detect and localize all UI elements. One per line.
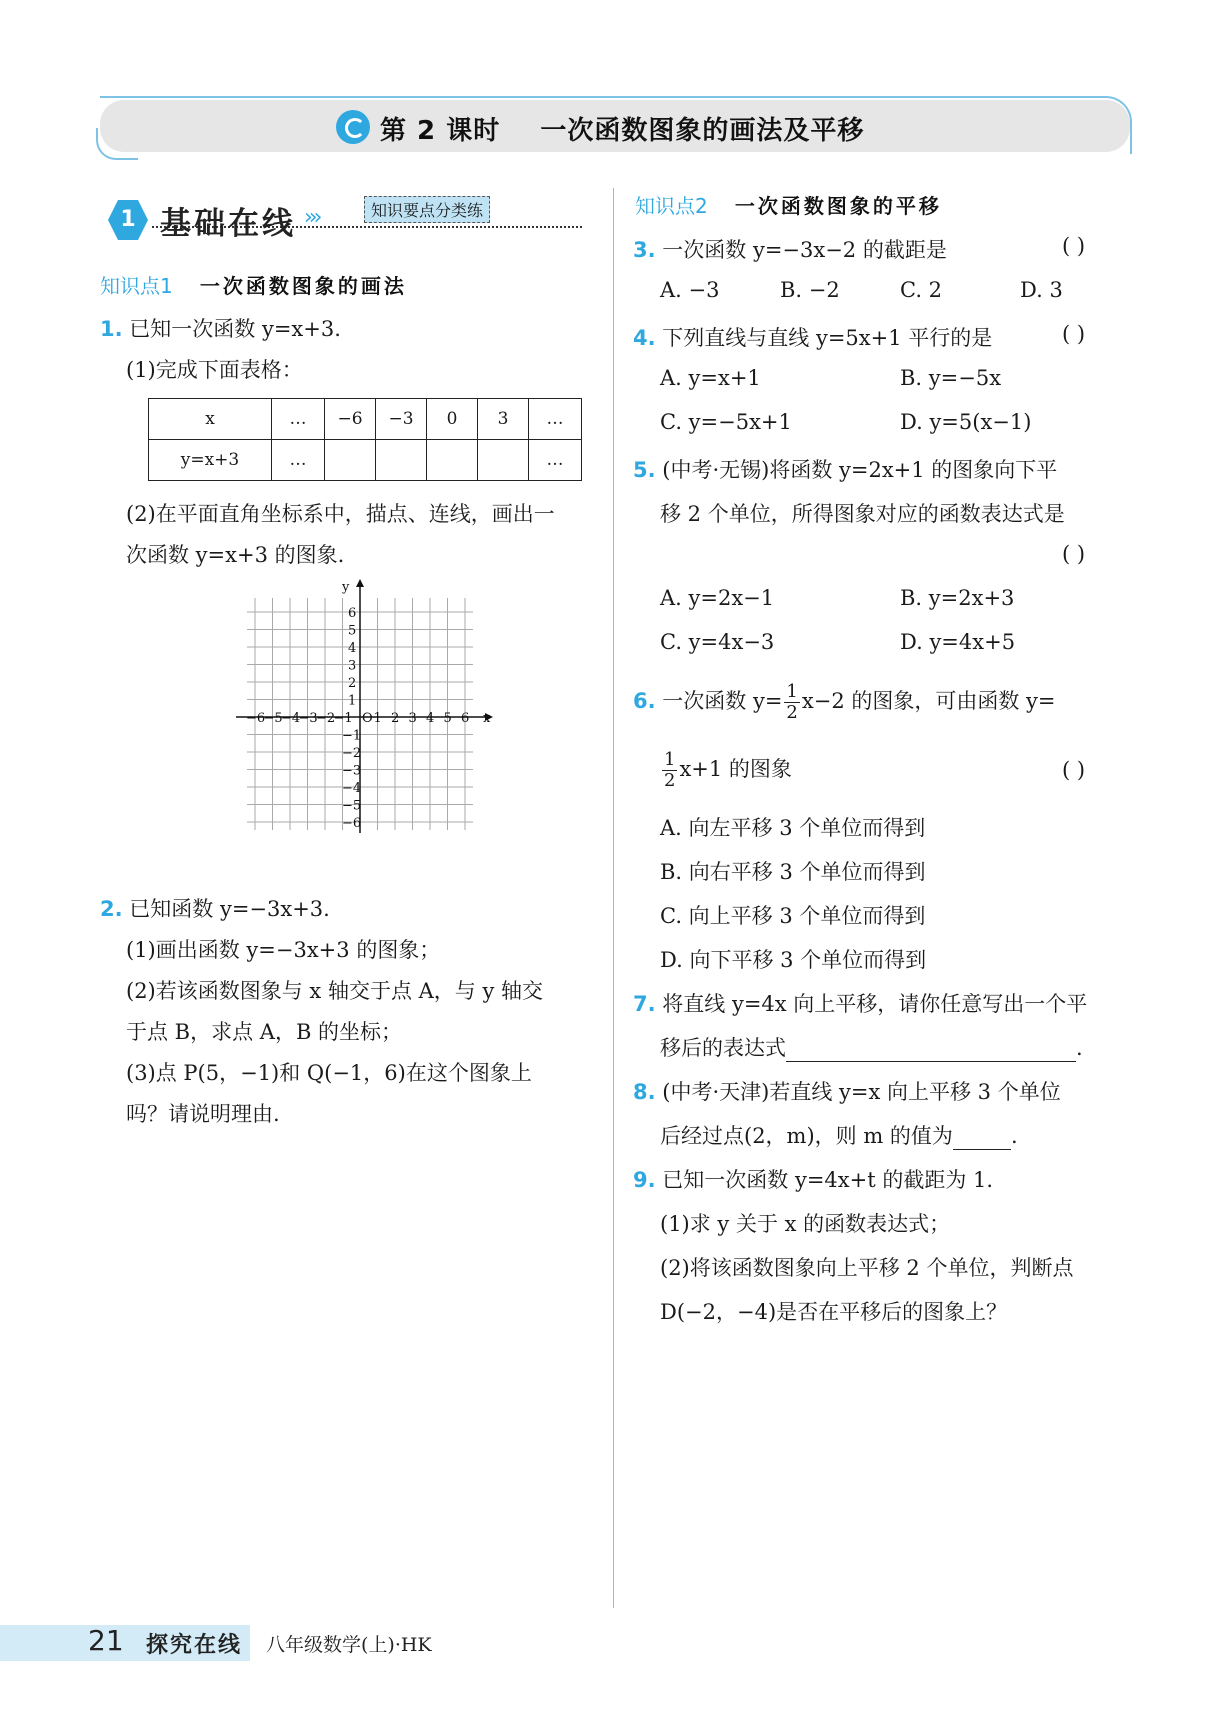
- table-cell: …: [272, 440, 325, 481]
- table-cell: [427, 440, 478, 481]
- q3-number: 3.: [633, 238, 656, 262]
- q9-text: 已知一次函数 y=4x+t 的截距为 1.: [662, 1168, 994, 1192]
- q2-text: 已知函数 y=−3x+3.: [129, 897, 330, 921]
- y-tick-label: 5: [348, 623, 357, 639]
- x-tick-label: 4: [426, 711, 435, 726]
- q8-answer-blank[interactable]: [953, 1149, 1011, 1150]
- clock-icon: [336, 110, 370, 144]
- q5-option-d: D. y=4x+5: [900, 630, 1016, 654]
- q6-fraction-2: $\frac{1}{2}$: [664, 749, 676, 791]
- table-cell: −6: [325, 399, 376, 440]
- q9-part2-line2: D(−2，−4)是否在平移后的图象上？: [660, 1300, 1008, 1324]
- q6-number: 6.: [633, 689, 656, 713]
- q2-part3-line1: (3)点 P(5，−1)和 Q(−1，6)在这个图象上: [126, 1061, 532, 1085]
- knowledge-point-2: [635, 190, 942, 219]
- origin-label: O: [362, 711, 373, 726]
- q6-option-a: A. 向左平移 3 个单位而得到: [660, 816, 926, 840]
- answer-paren: ( ): [1062, 234, 1086, 258]
- table-cell: …: [529, 399, 582, 440]
- q9-part1: (1)求 y 关于 x 的函数表达式；: [660, 1212, 951, 1236]
- q6-option-d: D. 向下平移 3 个单位而得到: [660, 948, 927, 972]
- footer-title: 探究在线: [146, 1633, 243, 1658]
- y-tick-label: 2: [348, 676, 357, 691]
- q6-line2: [660, 750, 792, 791]
- q6-text-mid: x−2 的图象，可由函数 y=: [801, 689, 1056, 713]
- table-cell: −3: [376, 399, 427, 440]
- table-cell: [325, 440, 376, 481]
- q2-number: 2.: [100, 897, 123, 921]
- x-tick-label: −1: [333, 711, 353, 726]
- y-tick-label: −2: [342, 746, 362, 761]
- table-cell: x: [149, 399, 272, 440]
- q3-option-a: A. −3: [660, 278, 720, 302]
- q6-fraction: $\frac{1}{2}$: [786, 681, 798, 723]
- q4-option-a: A. y=x+1: [660, 366, 761, 390]
- answer-paren: ( ): [1062, 542, 1086, 566]
- q7-number: 7.: [633, 992, 656, 1016]
- q3-option-c: C. 2: [900, 278, 943, 302]
- q5-option-b: B. y=2x+3: [900, 586, 1015, 610]
- x-tick-label: 2: [391, 711, 400, 726]
- q5-number: 5.: [633, 458, 656, 482]
- x-tick-label: 6: [461, 711, 470, 726]
- q1-part1: (1)完成下面表格：: [126, 358, 303, 382]
- table-row: [149, 440, 582, 481]
- q1-number: 1.: [100, 317, 123, 341]
- q7-line2: 移后的表达式 .: [660, 1036, 1083, 1060]
- y-tick-label: −3: [342, 763, 362, 779]
- q7-text-line2: 移后的表达式: [660, 1036, 786, 1060]
- q6-option-c: C. 向上平移 3 个单位而得到: [660, 904, 926, 928]
- kp1-title: 一次函数图象的画法: [199, 274, 407, 298]
- q4-text: 下列直线与直线 y=5x+1 平行的是: [662, 326, 993, 350]
- q7-answer-blank[interactable]: [786, 1061, 1076, 1062]
- y-tick-label: −4: [342, 781, 362, 796]
- q8-text-line2: 后经过点(2，m)，则 m 的值为: [660, 1124, 953, 1148]
- kp1-label: 知识点1: [100, 274, 173, 298]
- table-cell: [376, 440, 427, 481]
- y-tick-label: −6: [342, 816, 362, 831]
- question-3: [633, 234, 947, 264]
- x-tick-label: 1: [373, 711, 382, 726]
- q7-text-line1: 将直线 y=4x 向上平移，请你任意写出一个平: [662, 992, 1088, 1016]
- y-tick-label: 6: [348, 606, 357, 621]
- x-tick-label: −4: [281, 711, 301, 726]
- q1-part2-line1: (2)在平面直角坐标系中，描点、连线，画出一: [126, 502, 555, 526]
- column-divider: [613, 188, 614, 1608]
- q5-text-line1: (中考·无锡)将函数 y=2x+1 的图象向下平: [662, 458, 1058, 482]
- header-decor-line-left: [96, 128, 138, 160]
- x-tick-label: −5: [263, 711, 283, 726]
- value-table: [148, 398, 582, 481]
- q3-option-b: B. −2: [780, 278, 840, 302]
- footer-subtitle: 八年级数学(上)·HK: [266, 1634, 432, 1656]
- x-tick-label: −6: [246, 711, 266, 726]
- section-title: 基础在线: [160, 206, 296, 242]
- y-tick-label: 4: [348, 641, 357, 656]
- table-cell: …: [529, 440, 582, 481]
- q6-text-tail: x+1 的图象: [679, 757, 792, 781]
- q3-option-d: D. 3: [1020, 278, 1063, 302]
- q5-option-a: A. y=2x−1: [660, 586, 775, 610]
- q2-part3-line2: 吗？请说明理由.: [126, 1102, 280, 1126]
- q4-number: 4.: [633, 326, 656, 350]
- y-tick-label: 1: [348, 693, 357, 709]
- x-tick-label: −2: [316, 711, 336, 726]
- q2-part2-line2: 于点 B，求点 A，B 的坐标；: [126, 1020, 403, 1044]
- kp2-title: 一次函数图象的平移: [734, 194, 942, 218]
- q1-text: 已知一次函数 y=x+3.: [129, 317, 341, 341]
- table-row: [149, 399, 582, 440]
- q8-line2: 后经过点(2，m)，则 m 的值为 .: [660, 1124, 1018, 1148]
- q6-text-pre: 一次函数 y=: [662, 689, 783, 713]
- x-tick-label: −3: [298, 711, 318, 726]
- q8-number: 8.: [633, 1080, 656, 1104]
- kp2-label: 知识点2: [635, 194, 708, 218]
- answer-paren: ( ): [1062, 758, 1086, 782]
- q2-part1: (1)画出函数 y=−3x+3 的图象；: [126, 938, 441, 962]
- y-axis-label: y: [342, 580, 350, 595]
- q8-text-line1: (中考·天津)若直线 y=x 向上平移 3 个单位: [662, 1080, 1061, 1104]
- x-axis-label: x: [483, 711, 491, 726]
- q5-text-line2: 移 2 个单位，所得图象对应的函数表达式是: [660, 502, 1065, 526]
- table-cell: [478, 440, 529, 481]
- y-tick-label: −5: [342, 798, 362, 814]
- q1-part2-line2: 次函数 y=x+3 的图象.: [126, 543, 345, 567]
- question-6: [633, 682, 1055, 723]
- coordinate-grid: [230, 575, 500, 835]
- q4-option-b: B. y=−5x: [900, 366, 1002, 390]
- section-number: 1: [120, 207, 136, 232]
- q5-option-c: C. y=4x−3: [660, 630, 775, 654]
- q9-number: 9.: [633, 1168, 656, 1192]
- q3-text: 一次函数 y=−3x−2 的截距是: [662, 238, 947, 262]
- table-cell: …: [272, 399, 325, 440]
- x-tick-label: 5: [443, 711, 452, 726]
- question-1: [100, 313, 341, 343]
- q4-option-d: D. y=5(x−1): [900, 410, 1032, 434]
- table-cell: 0: [427, 399, 478, 440]
- question-2: [100, 893, 330, 923]
- q6-option-b: B. 向右平移 3 个单位而得到: [660, 860, 926, 884]
- q9-part2-line1: (2)将该函数图象向上平移 2 个单位，判断点: [660, 1256, 1074, 1280]
- x-tick-label: 3: [408, 711, 417, 726]
- section-tag: 知识要点分类练: [364, 196, 490, 223]
- y-tick-label: 3: [348, 658, 357, 674]
- chevrons-icon: ›››: [304, 205, 319, 230]
- answer-paren: ( ): [1062, 322, 1086, 346]
- question-8: [633, 1076, 1061, 1106]
- question-5: [633, 454, 1057, 484]
- lesson-title: 第 2 课时 一次函数图象的画法及平移: [380, 116, 865, 146]
- page-number: 21: [88, 1624, 124, 1657]
- table-cell: y=x+3: [149, 440, 272, 481]
- knowledge-point-1: [100, 270, 407, 299]
- q4-option-c: C. y=−5x+1: [660, 410, 792, 434]
- table-cell: 3: [478, 399, 529, 440]
- question-9: [633, 1164, 993, 1194]
- question-7: [633, 988, 1087, 1018]
- question-4: [633, 322, 992, 352]
- q2-part2-line1: (2)若该函数图象与 x 轴交于点 A，与 y 轴交: [126, 979, 543, 1003]
- y-tick-label: −1: [342, 728, 362, 744]
